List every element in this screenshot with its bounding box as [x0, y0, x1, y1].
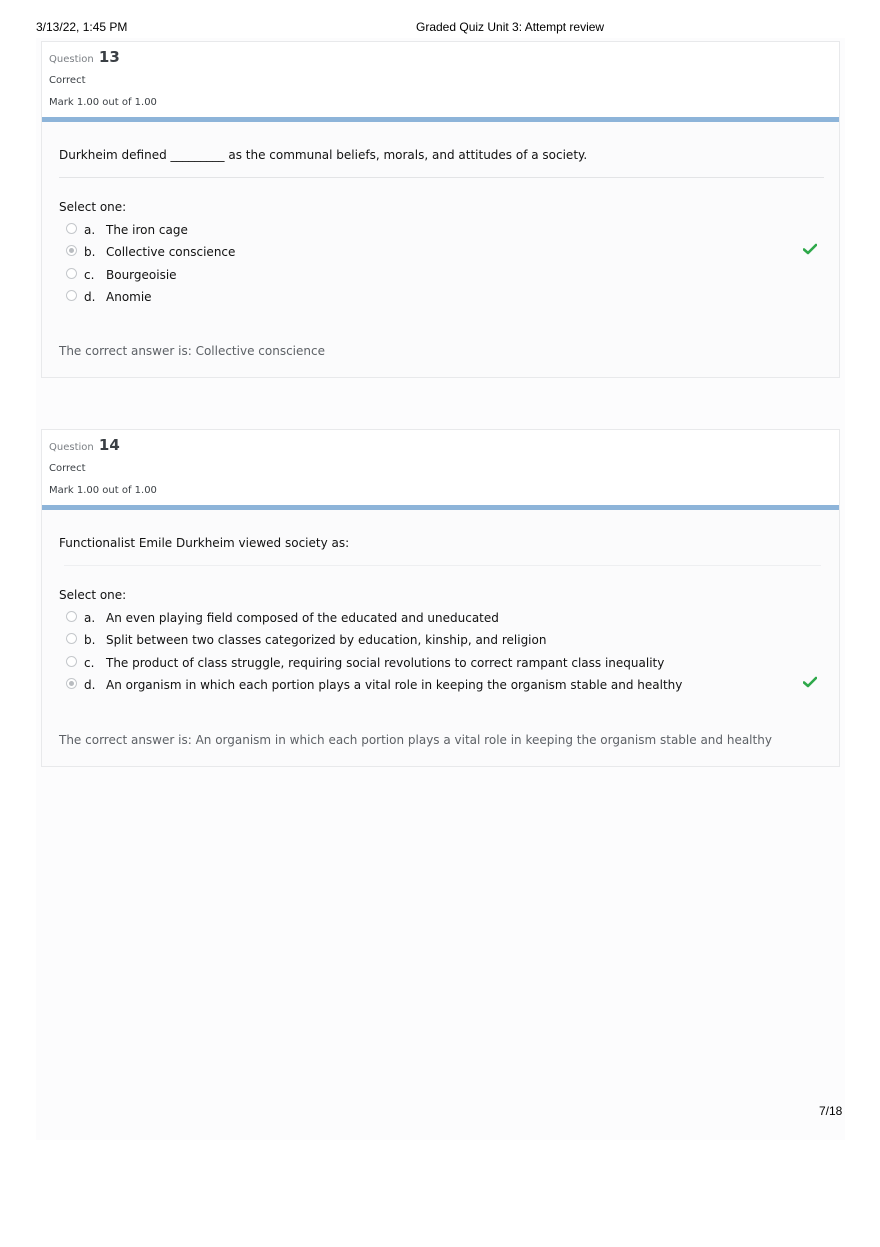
page-number: 7/18 [819, 1104, 843, 1118]
option-letter: a. [84, 223, 96, 237]
question-divider-bar [42, 505, 839, 510]
print-title: Graded Quiz Unit 3: Attempt review [416, 20, 605, 34]
radio-button[interactable] [66, 268, 77, 279]
option-text: Anomie [106, 290, 152, 304]
radio-button[interactable] [66, 223, 77, 234]
radio-button[interactable] [66, 656, 77, 667]
option-letter: c. [84, 656, 95, 670]
select-prompt: Select one: [59, 588, 127, 602]
radio-button-selected[interactable] [66, 678, 77, 689]
question-separator [59, 177, 824, 178]
question-number [49, 436, 120, 454]
radio-button[interactable] [66, 633, 77, 644]
question-label: Question [49, 54, 94, 65]
question-num: 13 [98, 48, 120, 66]
question-13 [41, 41, 840, 378]
question-separator [64, 565, 821, 566]
option-letter: c. [84, 268, 95, 282]
question-info [42, 42, 839, 117]
option-letter: d. [84, 678, 96, 692]
question-num: 14 [98, 436, 120, 454]
option-letter: b. [84, 245, 96, 259]
option-letter: b. [84, 633, 96, 647]
radio-button[interactable] [66, 290, 77, 301]
select-prompt: Select one: [59, 200, 127, 214]
option-text: Split between two classes categorized by education, kinship, and religion [106, 633, 547, 647]
radio-button-selected[interactable] [66, 245, 77, 256]
print-header [0, 20, 880, 36]
correct-answer-feedback: The correct answer is: Collective conscience [59, 344, 325, 358]
option-text: An organism in which each portion plays a vital role in keeping the organism stable and healthy [106, 678, 683, 692]
option-text: The iron cage [106, 223, 188, 237]
option-text: Collective conscience [106, 245, 236, 259]
question-grade: Mark 1.00 out of 1.00 [49, 97, 157, 108]
question-label: Question [49, 442, 94, 453]
radio-button[interactable] [66, 611, 77, 622]
question-state: Correct [49, 75, 86, 86]
question-number [49, 48, 120, 66]
question-divider-bar [42, 117, 839, 122]
question-text: Functionalist Emile Durkheim viewed society as: [59, 536, 350, 550]
print-date: 3/13/22, 1:45 PM [36, 20, 128, 34]
question-info [42, 430, 839, 505]
check-icon [803, 676, 817, 688]
option-text: The product of class struggle, requiring social revolutions to correct rampant class inequality [106, 656, 665, 670]
option-letter: d. [84, 290, 96, 304]
option-text: Bourgeoisie [106, 268, 177, 282]
question-text: Durkheim defined _________ as the communal beliefs, morals, and attitudes of a society. [59, 148, 588, 162]
question-14 [41, 429, 840, 767]
option-letter: a. [84, 611, 96, 625]
check-icon [803, 243, 817, 255]
correct-answer-feedback: The correct answer is: An organism in which each portion plays a vital role in keeping the organism stable and healthy [59, 733, 772, 747]
question-state: Correct [49, 463, 86, 474]
question-grade: Mark 1.00 out of 1.00 [49, 485, 157, 496]
option-text: An even playing field composed of the educated and uneducated [106, 611, 499, 625]
